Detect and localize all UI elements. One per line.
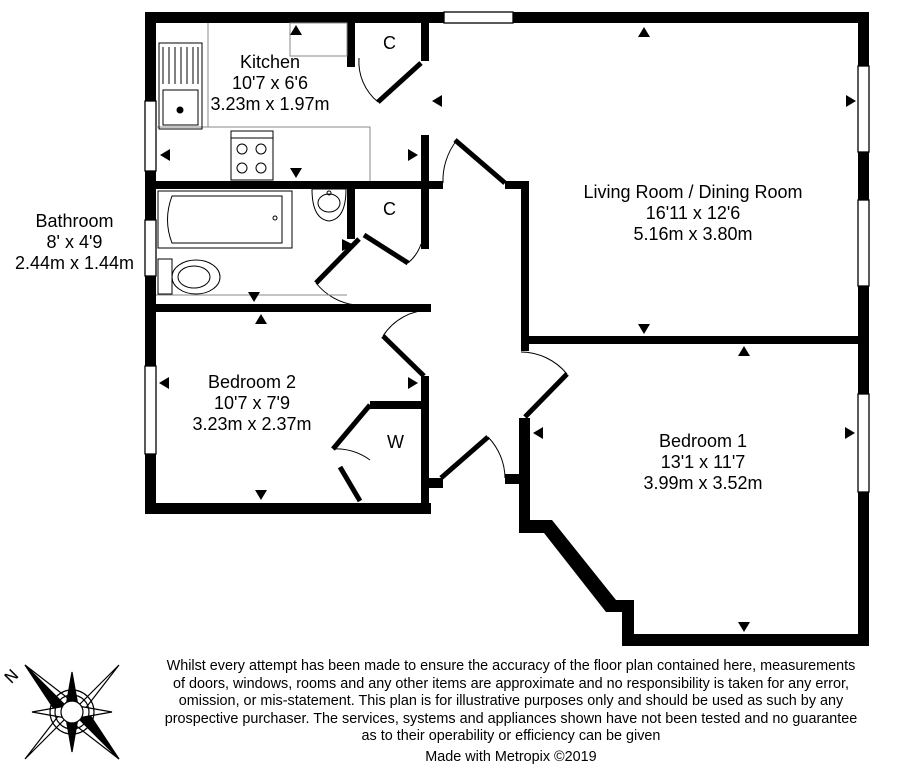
arrow-kitchen-right [408, 149, 418, 161]
door-bedroom2 [383, 336, 424, 376]
arrow-living-left [432, 95, 442, 107]
arrow-living-right [846, 95, 856, 107]
toilet-icon [158, 259, 220, 294]
bedroom2-imperial: 10'7 x 7'9 [214, 393, 290, 413]
wall-bath-cupboard-left [347, 189, 355, 239]
arrow-bedroom1-bottom [738, 622, 750, 632]
wall-bedroom1-stub [505, 474, 530, 484]
wall-wardrobe-top [370, 401, 428, 409]
disclaimer-line-3: omission, or mis-statement. This plan is for illustrative purposes only and should be used as such by any [178, 693, 844, 710]
living-imperial: 16'11 x 12'6 [645, 203, 741, 223]
disclaimer-line-1: Whilst every attempt has been made to ensure the accuracy of the floor plan contained here, measurements [166, 658, 856, 674]
arrow-living-bottom [638, 324, 650, 334]
window-living-right-2 [858, 200, 869, 286]
disclaimer-text [128, 658, 894, 746]
wall-living-bedroom1 [521, 336, 869, 344]
wall-bathroom-bedroom2 [145, 304, 431, 312]
bedroom1-name: Bedroom 1 [658, 431, 748, 451]
bathroom-imperial: 8' x 4'9 [46, 232, 103, 252]
metropix-credit: Made with Metropix ©2019 [425, 749, 597, 765]
arrow-bedroom1-left [533, 427, 543, 439]
door-swing-wardrobe-1 [333, 449, 370, 460]
door-bath-cupboard [364, 235, 408, 263]
door-swing-hall-lower [488, 437, 505, 478]
kitchen-sink-icon [159, 43, 202, 129]
window-living-top [444, 12, 513, 23]
cupboard-label-bathroom: C [383, 199, 396, 219]
wall-kitchen-hall [421, 135, 429, 189]
arrow-bathroom-bottom [248, 292, 260, 302]
door-swing-bedroom2 [383, 310, 431, 336]
room-label-bathroom [2, 211, 147, 274]
room-label-bedroom1 [628, 431, 778, 494]
wall-top-left [145, 12, 444, 23]
arrow-living-top [638, 27, 650, 37]
bedroom2-name: Bedroom 2 [207, 372, 297, 392]
door-swing-bath-cupboard [408, 244, 421, 263]
compass-rose-icon [25, 665, 119, 759]
bedroom1-imperial: 13'1 x 11'7 [660, 452, 746, 472]
window-kitchen-left [145, 101, 156, 171]
room-label-bedroom2 [178, 372, 326, 435]
door-kitchen-cupboard [378, 63, 421, 102]
door-kitchen-hall [455, 140, 505, 183]
wall-bath-cupboard [421, 189, 429, 249]
room-label-living [556, 182, 830, 245]
arrow-bedroom2-bottom [255, 490, 267, 500]
door-swing-bathroom [316, 283, 355, 305]
door-swing-kitchen-hall [443, 140, 457, 183]
bath-icon [158, 191, 292, 248]
worktop-bottom [208, 127, 370, 181]
door-wardrobe-1 [333, 405, 370, 449]
arrow-kitchen-top [290, 25, 302, 35]
wall-living-west [521, 181, 529, 351]
arrow-bedroom2-right [408, 377, 418, 389]
compass-north-label: N [0, 665, 23, 688]
door-swing-kitchen-cupboard [359, 58, 378, 102]
disclaimer-line-4: prospective purchaser. The services, systems and appliances shown have not been tested and no guarantee [164, 710, 858, 727]
room-label-kitchen [200, 52, 340, 115]
door-bedroom1 [525, 374, 567, 417]
living-metric: 5.16m x 3.80m [633, 224, 753, 244]
wall-bedroom1-angled [519, 480, 869, 646]
door-hall-lower [441, 437, 488, 478]
wardrobe-label: W [387, 432, 404, 452]
cupboard-label-kitchen: C [383, 33, 396, 53]
dimension-arrows [159, 25, 856, 632]
arrow-bedroom1-right [845, 427, 855, 439]
bedroom1-metric: 3.99m x 3.52m [643, 473, 763, 493]
arrow-bedroom1-top [738, 346, 750, 356]
window-living-right-1 [858, 66, 869, 152]
wall-cupboard-left [347, 23, 355, 67]
bathroom-metric: 2.44m x 1.44m [14, 253, 135, 273]
bedroom2-metric: 3.23m x 2.37m [192, 414, 312, 434]
living-name: Living Room / Dining Room [583, 182, 803, 202]
wall-top-right [513, 12, 869, 23]
basin-icon [312, 189, 346, 221]
wall-kitchen-cupboard [421, 23, 429, 61]
bathroom-name: Bathroom [35, 211, 114, 231]
door-wardrobe-2 [340, 467, 360, 501]
disclaimer-line-5: as to their operability or efficiency can be given [361, 728, 661, 745]
kitchen-metric: 3.23m x 1.97m [210, 94, 330, 114]
arrow-kitchen-left [160, 149, 170, 161]
cooker-hob-icon [231, 131, 273, 180]
arrow-bedroom2-top [255, 314, 267, 324]
kitchen-name: Kitchen [239, 52, 301, 72]
wall-kitchen-bathroom [145, 181, 443, 189]
arrow-kitchen-bottom [290, 168, 302, 178]
arrow-bedroom2-left [159, 377, 169, 389]
kitchen-imperial: 10'7 x 6'6 [232, 73, 308, 93]
wall-bottom-bedroom2 [145, 503, 431, 514]
disclaimer-line-2: of doors, windows, rooms and any other items are approximate and no responsibility is taken for any error, [173, 675, 849, 692]
window-bedroom1-right [858, 394, 869, 492]
wall-bedroom2-corner [421, 478, 443, 488]
door-swing-bedroom1 [521, 352, 567, 374]
window-bedroom2-left [145, 366, 156, 454]
